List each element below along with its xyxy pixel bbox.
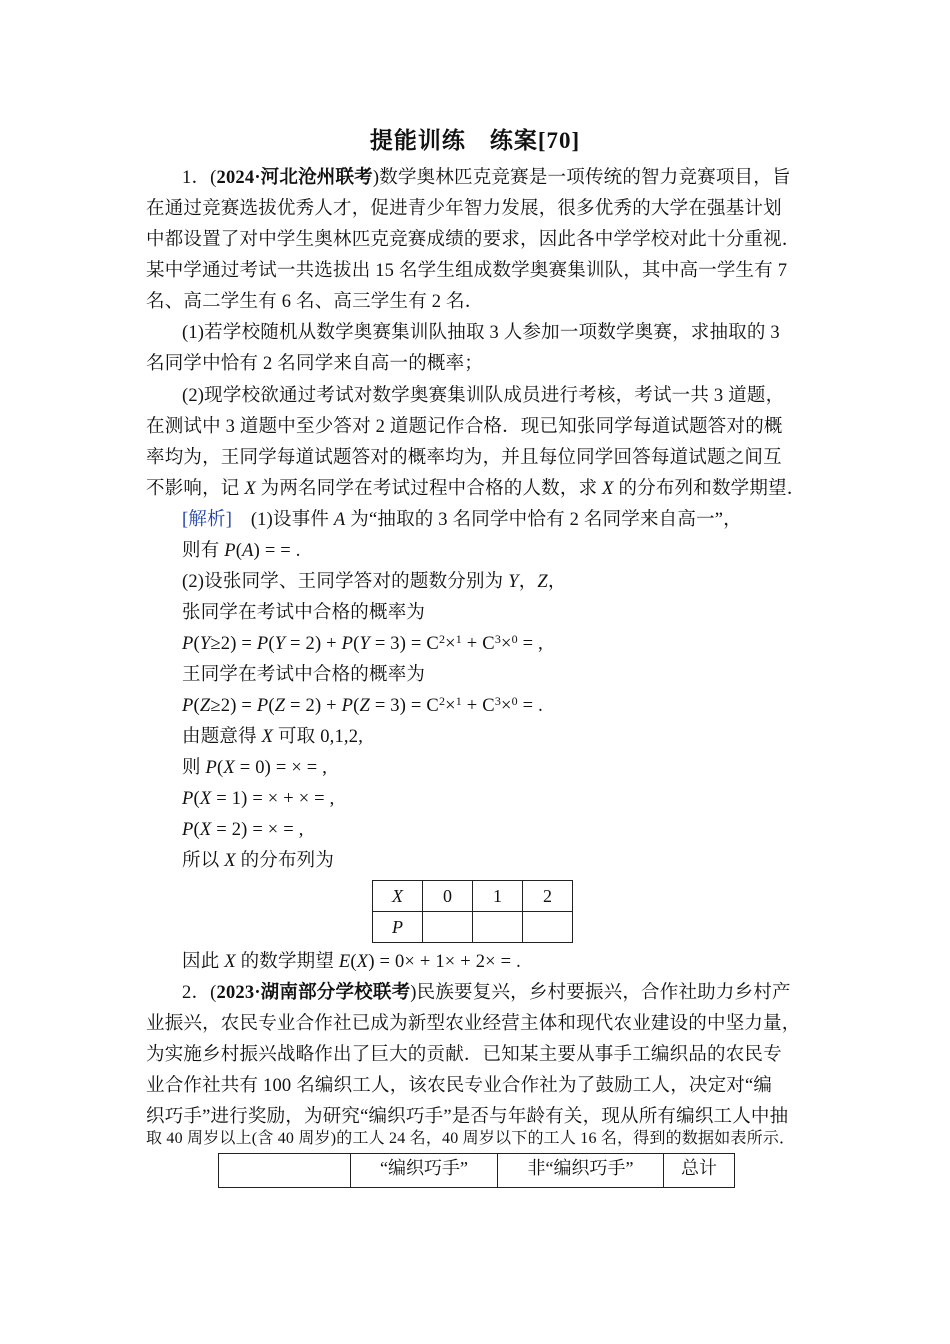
problem-2-line-2: 业振兴，农民专业合作社已成为新型农业经营主体和现代农业建设的中坚力量， [146, 1014, 801, 1034]
solution-tag: [解析] [182, 510, 233, 530]
problem-1-line-5: 名、高二学生有 6 名、高三学生有 2 名． [146, 292, 484, 312]
var-a: A [333, 510, 346, 530]
table-cell: “编织巧手” [351, 1154, 498, 1188]
problem-2-line-5: 织巧手”进行奖励，为研究“编织巧手”是否与年龄有关，现从所有编织工人中抽 [146, 1107, 789, 1127]
question-1-line-1: (1)若学校随机从数学奥赛集训队抽取 3 人参加一项数学奥赛，求抽取的 3 [182, 323, 780, 343]
solution-line-8 [182, 725, 363, 749]
solution-line-4: 张同学在考试中合格的概率为 [182, 603, 426, 623]
var-x: X [224, 952, 236, 972]
cell-text: P [392, 916, 403, 937]
text: )数学奥林匹克竞赛是一项传统的智力竞赛项目，旨 [372, 168, 791, 188]
math: P [224, 541, 236, 561]
table-cell [373, 881, 423, 912]
table-cell [473, 912, 523, 943]
solution-line-6: 王同学在考试中合格的概率为 [182, 665, 426, 685]
problem-2-line-1 [182, 981, 791, 1005]
solution-line-13: 因此 X 的数学期望 E(X) = 0× + 1× + 2× = . [182, 952, 521, 972]
table-cell [423, 912, 473, 943]
solution-line-5: $P(Y\ge 2) = P(Y = 2) + P(Y = 3) = C^2\times^1 + C^3\times^0$ = , [182, 632, 543, 654]
solution-line-10: P(X = 1) = × + × = , [182, 789, 335, 809]
solution-line-3 [182, 570, 567, 594]
var-z: Z [537, 572, 548, 592]
distribution-table [372, 880, 573, 943]
table-row [373, 912, 573, 943]
table-cell: 0 [423, 881, 473, 912]
question-2-line-2: 在测试中 3 道题中至少答对 2 道题记作合格．现已知张同学每道试题答对的概 [146, 417, 783, 437]
text: 为两名同学在考试过程中合格的人数，求 [255, 479, 603, 499]
problem-number: 1．( [182, 168, 217, 188]
table-cell [523, 912, 573, 943]
text: )民族要复兴，乡村要振兴，合作社助力乡村产 [410, 983, 791, 1003]
text: = 0× + 1× + 2× = . [374, 952, 521, 972]
problem-1-line-3: 中都设置了对中学生奥林匹克竞赛成绩的要求，因此各中学学校对此十分重视． [146, 230, 801, 250]
var-x: X [224, 851, 236, 871]
question-2-line-4 [146, 477, 805, 501]
table-row [219, 1154, 735, 1188]
math: A [242, 541, 254, 561]
table-cell: 非“编织巧手” [498, 1154, 664, 1188]
var-x: X [261, 727, 274, 747]
table-row [373, 881, 573, 912]
text: 所以 [182, 851, 225, 871]
text: 不影响，记 [146, 479, 245, 499]
cell-text: X [392, 885, 403, 906]
var-x: X [244, 479, 256, 499]
text: 为“抽取的 3 名同学中恰有 2 名同学来自高一”， [345, 510, 742, 530]
data-table [218, 1153, 735, 1188]
text: = × = , [271, 758, 328, 778]
text: 则有 [182, 541, 225, 561]
problem-source: 2024·河北沧州联考 [216, 168, 373, 188]
text: = = . [260, 541, 301, 561]
table-cell [219, 1154, 351, 1188]
text: 的数学期望 [235, 952, 339, 972]
text: (1)设事件 [232, 510, 334, 530]
text: 因此 [182, 952, 225, 972]
solution-line-7: $P(Z\ge 2) = P(Z = 2) + P(Z = 3) = C^2\times^1 + C^3\times^0$ = . [182, 694, 543, 716]
table-cell: 2 [523, 881, 573, 912]
solution-line-12 [182, 849, 334, 873]
text: 可取 0,1,2, [273, 727, 364, 747]
page-title: 提能训练 练案[70] [369, 128, 581, 153]
problem-1-line-2: 在通过竞赛选拔优秀人才，促进青少年智力发展，很多优秀的大学在强基计划 [146, 199, 782, 219]
text: 的分布列为 [235, 851, 335, 871]
problem-2-line-3: 为实施乡村振兴战略作出了巨大的贡献．已知某主要从事手工编织品的农民专 [146, 1045, 782, 1065]
problem-2-line-6: 取 40 周岁以上(含 40 周岁)的工人 24 名，40 周岁以下的工人 16 名，得到的数据如表所示． [146, 1130, 796, 1147]
table-cell [373, 912, 423, 943]
text: ， [547, 572, 567, 592]
problem-number: 2．( [182, 983, 217, 1003]
question-1-line-2: 名同学中恰有 2 名同学来自高一的概率； [146, 354, 484, 374]
table-cell: 1 [473, 881, 523, 912]
text: 则 [182, 758, 206, 778]
text: = × + × = , [247, 789, 335, 809]
var-y: Y [508, 572, 519, 592]
solution-line-2: 则有 P(A) = = . [182, 541, 301, 561]
solution-line-11: P(X = 2) = × = , [182, 820, 304, 840]
text: (2)设张同学、王同学答对的题数分别为 [182, 572, 509, 592]
problem-source: 2023·湖南部分学校联考 [216, 983, 411, 1003]
text: ， [518, 572, 538, 592]
var-x: X [602, 479, 614, 499]
problem-1-line-4: 某中学通过考试一共选拔出 15 名学生组成数学奥赛集训队，其中高一学生有 7 [146, 261, 788, 281]
text: 由题意得 [182, 727, 262, 747]
text: 的分布列和数学期望． [613, 479, 806, 499]
text: = × = , [247, 820, 304, 840]
solution-line-1 [182, 508, 742, 532]
table-cell: 总计 [664, 1154, 735, 1188]
question-2-line-1: (2)现学校欲通过考试对数学奥赛集训队成员进行考核，考试一共 3 道题， [182, 386, 785, 406]
question-2-line-3: 率均为，王同学每道试题答对的概率均为，并且每位同学回答每道试题之间互 [146, 448, 782, 468]
problem-2-line-4: 业合作社共有 100 名编织工人，该农民专业合作社为了鼓励工人，决定对“编 [146, 1076, 773, 1096]
solution-line-9: 则 P(X = 0) = × = , [182, 758, 328, 778]
problem-1-line-1 [182, 166, 791, 190]
